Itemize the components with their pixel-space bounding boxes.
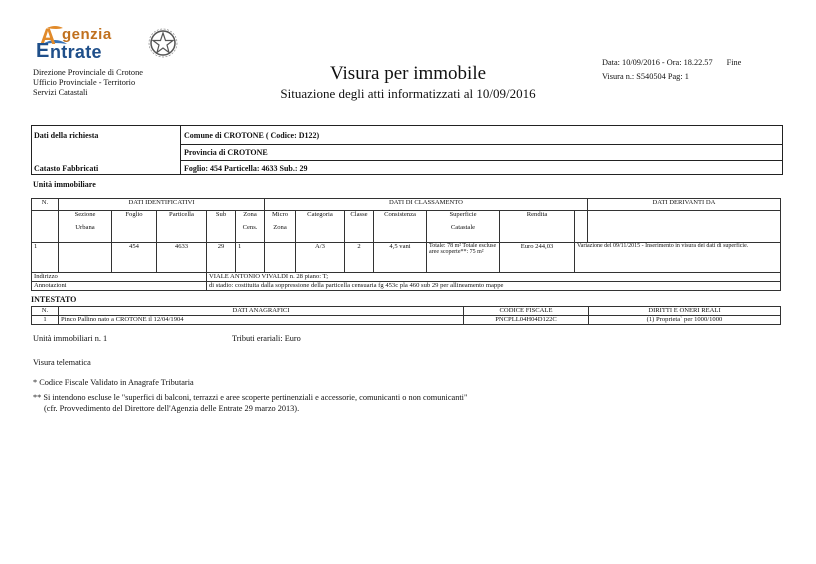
indirizzo-value: VIALE ANTONIO VIVALDI n. 28 piano: T; — [207, 273, 781, 282]
foglio-value: Foglio: 454 Particella: 4633 Sub.: 29 — [184, 164, 308, 173]
cell-diritti: (1) Proprieta` per 1000/1000 — [589, 316, 781, 325]
note-1: * Codice Fiscale Validato in Anagrafe Tributaria — [33, 378, 194, 387]
comune-value: Comune di CROTONE ( Codice: D122) — [184, 131, 320, 140]
cell-n: 1 — [32, 243, 59, 273]
intestato-table — [31, 306, 781, 325]
table-row — [32, 316, 781, 325]
tributi: Tributi erariali: Euro — [232, 334, 301, 343]
cell-foglio: 454 — [112, 243, 157, 273]
col-superficie: Superficie — [449, 211, 477, 218]
col-classe: Classe — [345, 211, 374, 243]
request-label: Dati della richiesta — [34, 131, 99, 140]
col-catastale: Catastale — [450, 224, 476, 231]
cell-classe: 2 — [345, 243, 374, 273]
cell-deriv: Variazione del 09/11/2015 - Inserimento in visura dei dati di superficie. — [575, 243, 781, 273]
cell-superficie: Totale: 78 m² Totale escluse aree scoperte**: 75 m² — [427, 243, 500, 273]
annotazioni-label: Annotazioni — [32, 282, 207, 291]
indirizzo-label: Indirizzo — [32, 273, 207, 282]
page-subtitle: Situazione degli atti informatizzati al 10/09/2016 — [280, 86, 536, 101]
provincia-value: Provincia di CROTONE — [184, 148, 268, 157]
logo-agenzia-text: genzia — [62, 26, 112, 43]
cell-rendita: Euro 244,03 — [500, 243, 575, 273]
office-line-2: Ufficio Provinciale - Territorio — [33, 78, 136, 87]
col-categoria: Categoria — [296, 211, 345, 243]
col-zona2: Zona — [273, 224, 287, 231]
cell-n: 1 — [32, 316, 59, 325]
group-class: DATI DI CLASSAMENTO — [265, 199, 588, 211]
cell-sub: 29 — [207, 243, 236, 273]
cell-anagrafici: Pinco Pallino nato a CROTONE il 12/04/1904 — [59, 316, 464, 325]
col-anagrafici: DATI ANAGRAFICI — [59, 307, 464, 316]
annotazioni-value: di stadio: costituita dalla soppressione della particella censuaria fg 453c pla 460 sub 29 per allineamento mappe — [207, 282, 781, 291]
cell-codice-fiscale: PNCPLL04H04D122C — [464, 316, 589, 325]
table-row — [32, 243, 781, 273]
unit-section-title: Unità immobiliare — [33, 180, 96, 189]
col-sub: Sub — [207, 211, 236, 243]
note-3: (cfr. Provvedimento del Direttore dell'Agenzia delle Entrate 29 marzo 2013). — [44, 404, 300, 413]
col-particella: Particella — [157, 211, 207, 243]
visura-meta — [602, 55, 741, 85]
cell-consistenza: 4,5 vani — [374, 243, 427, 273]
col-urbana: Urbana — [75, 224, 95, 231]
note-2: ** Si intendono escluse le "superfici di balconi, terrazzi e aree scoperte pertinenziali e accessorie, comunicanti o non comunicanti" — [33, 393, 468, 402]
fine-label: Fine — [726, 58, 742, 67]
col-micro: Micro — [271, 211, 289, 218]
request-box — [31, 125, 783, 175]
catasto-label: Catasto Fabbricati — [34, 164, 99, 173]
col-n: N. — [32, 307, 59, 316]
page-title: Visura per immobile — [329, 63, 487, 84]
office-line-1: Direzione Provinciale di Crotone — [33, 68, 143, 77]
italian-emblem-icon — [148, 28, 178, 58]
intestato-section-title: INTESTATO — [31, 295, 77, 304]
col-n: N. — [32, 199, 59, 211]
col-cens: Cens. — [242, 224, 258, 231]
visura-telematica: Visura telematica — [33, 358, 91, 367]
col-rendita: Rendita — [500, 211, 575, 243]
logo-entrate-text: ntrate — [50, 42, 102, 62]
col-codice-fiscale: CODICE FISCALE — [464, 307, 589, 316]
logo-e-letter: E — [36, 40, 50, 62]
cell-zona: 1 — [236, 243, 265, 273]
col-sezione: Sezione — [74, 211, 96, 218]
col-diritti: DIRITTI E ONERI REALI — [589, 307, 781, 316]
group-deriv: DATI DERIVANTI DA — [588, 199, 781, 211]
date-time: Data: 10/09/2016 - Ora: 18.22.57 — [602, 58, 713, 67]
cell-categoria: A/3 — [296, 243, 345, 273]
logo-a-letter: A — [40, 24, 56, 49]
cell-particella: 4633 — [157, 243, 207, 273]
col-consistenza: Consistenza — [374, 211, 427, 243]
col-zona: Zona — [243, 211, 257, 218]
visura-number: Visura n.: S540504 Pag: 1 — [602, 72, 689, 81]
unit-table — [31, 198, 781, 291]
office-line-3: Servizi Catastali — [33, 88, 88, 97]
group-ident: DATI IDENTIFICATIVI — [59, 199, 265, 211]
col-foglio: Foglio — [112, 211, 157, 243]
unit-count: Unità immobiliari n. 1 — [33, 334, 108, 343]
